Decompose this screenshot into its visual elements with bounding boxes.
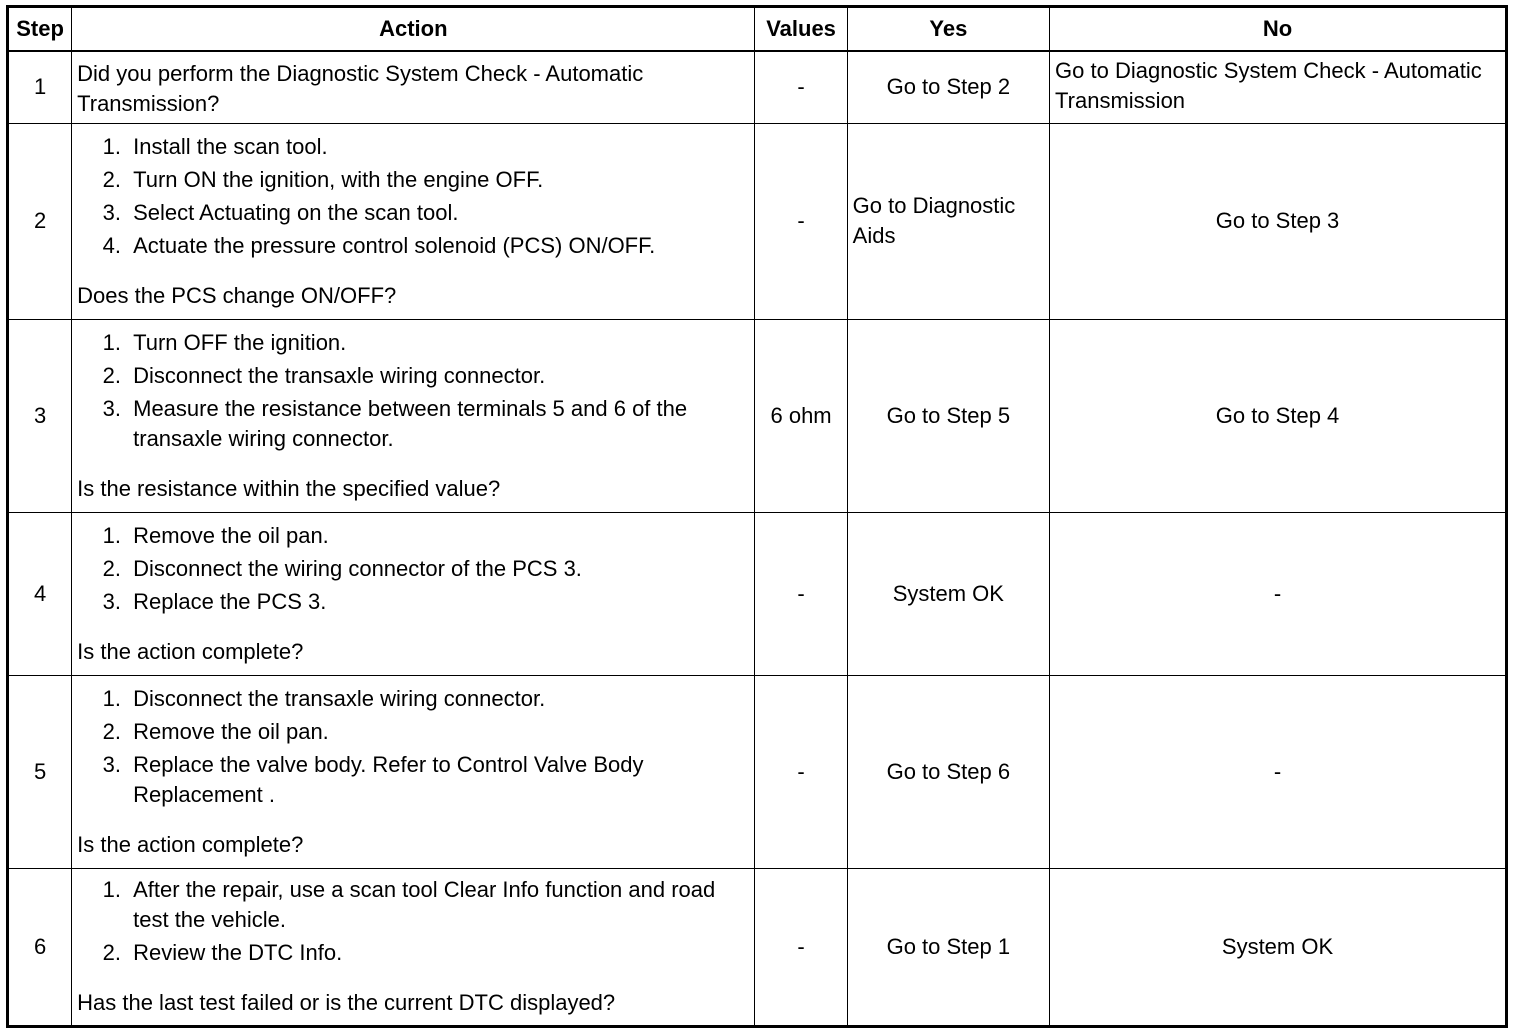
action-step: 3. Select Actuating on the scan tool. [127, 198, 749, 228]
yes-cell: Go to Step 5 [847, 319, 1049, 512]
values-cell: - [755, 512, 847, 675]
action-steps [77, 875, 749, 968]
table-row [8, 51, 1507, 123]
action-step: 1. Remove the oil pan. [127, 521, 749, 551]
step-number: 3 [8, 319, 72, 512]
diagnostic-table [6, 5, 1508, 1028]
table-row [8, 675, 1507, 868]
step-number: 5 [8, 675, 72, 868]
table-row [8, 868, 1507, 1026]
table-row [8, 512, 1507, 675]
action-step: 2. Disconnect the transaxle wiring connector. [127, 361, 749, 391]
no-cell: - [1050, 512, 1507, 675]
header-no: No [1050, 7, 1507, 52]
yes-cell: Go to Step 1 [847, 868, 1049, 1026]
step-number: 6 [8, 868, 72, 1026]
action-step: 4. Actuate the pressure control solenoid (PCS) ON/OFF. [127, 231, 749, 261]
header-step: Step [8, 7, 72, 52]
action-question: Does the PCS change ON/OFF? [77, 282, 397, 308]
table-row [8, 319, 1507, 512]
header-row [8, 7, 1507, 52]
action-step: 3. Replace the PCS 3. [127, 587, 749, 617]
action-question: Did you perform the Diagnostic System Check - Automatic Transmission? [77, 61, 644, 117]
action-question: Is the action complete? [77, 831, 304, 857]
action-step: 2. Turn ON the ignition, with the engine OFF. [127, 165, 749, 195]
action-steps [77, 521, 749, 617]
values-cell: 6 ohm [755, 319, 847, 512]
step-number: 2 [8, 123, 72, 319]
table-row [8, 123, 1507, 319]
action-step: 2. Remove the oil pan. [127, 717, 749, 747]
action-step: 2. Review the DTC Info. [127, 938, 749, 968]
action-step: 1. After the repair, use a scan tool Clear Info function and road test the vehicle. [127, 875, 749, 935]
action-step: 1. Disconnect the transaxle wiring connector. [127, 684, 749, 714]
step-number: 1 [8, 51, 72, 123]
values-cell: - [755, 675, 847, 868]
action-cell [72, 868, 755, 1026]
action-cell [72, 675, 755, 868]
action-steps [77, 132, 749, 261]
action-question: Is the resistance within the specified value? [77, 475, 501, 501]
action-cell [72, 123, 755, 319]
action-step: 3. Measure the resistance between terminals 5 and 6 of the transaxle wiring connector. [127, 394, 749, 454]
action-cell [72, 51, 755, 123]
step-number: 4 [8, 512, 72, 675]
action-step: 2. Disconnect the wiring connector of the PCS 3. [127, 554, 749, 584]
action-cell [72, 319, 755, 512]
no-cell: System OK [1050, 868, 1507, 1026]
no-cell: - [1050, 675, 1507, 868]
action-steps [77, 328, 749, 454]
values-cell: - [755, 123, 847, 319]
yes-cell: System OK [847, 512, 1049, 675]
values-cell: - [755, 868, 847, 1026]
yes-cell: Go to Diagnostic Aids [847, 123, 1049, 319]
action-question: Has the last test failed or is the current DTC displayed? [77, 990, 616, 1015]
header-yes: Yes [847, 7, 1049, 52]
action-cell [72, 512, 755, 675]
yes-cell: Go to Step 2 [847, 51, 1049, 123]
header-values: Values [755, 7, 847, 52]
action-steps [77, 684, 749, 810]
no-cell: Go to Step 4 [1050, 319, 1507, 512]
values-cell: - [755, 51, 847, 123]
no-cell: Go to Diagnostic System Check - Automatic Transmission [1050, 51, 1507, 123]
no-cell: Go to Step 3 [1050, 123, 1507, 319]
action-step: 3. Replace the valve body. Refer to Control Valve Body Replacement . [127, 750, 749, 810]
action-step: 1. Install the scan tool. [127, 132, 749, 162]
header-action: Action [72, 7, 755, 52]
action-step: 1. Turn OFF the ignition. [127, 328, 749, 358]
yes-cell: Go to Step 6 [847, 675, 1049, 868]
action-question: Is the action complete? [77, 638, 304, 664]
